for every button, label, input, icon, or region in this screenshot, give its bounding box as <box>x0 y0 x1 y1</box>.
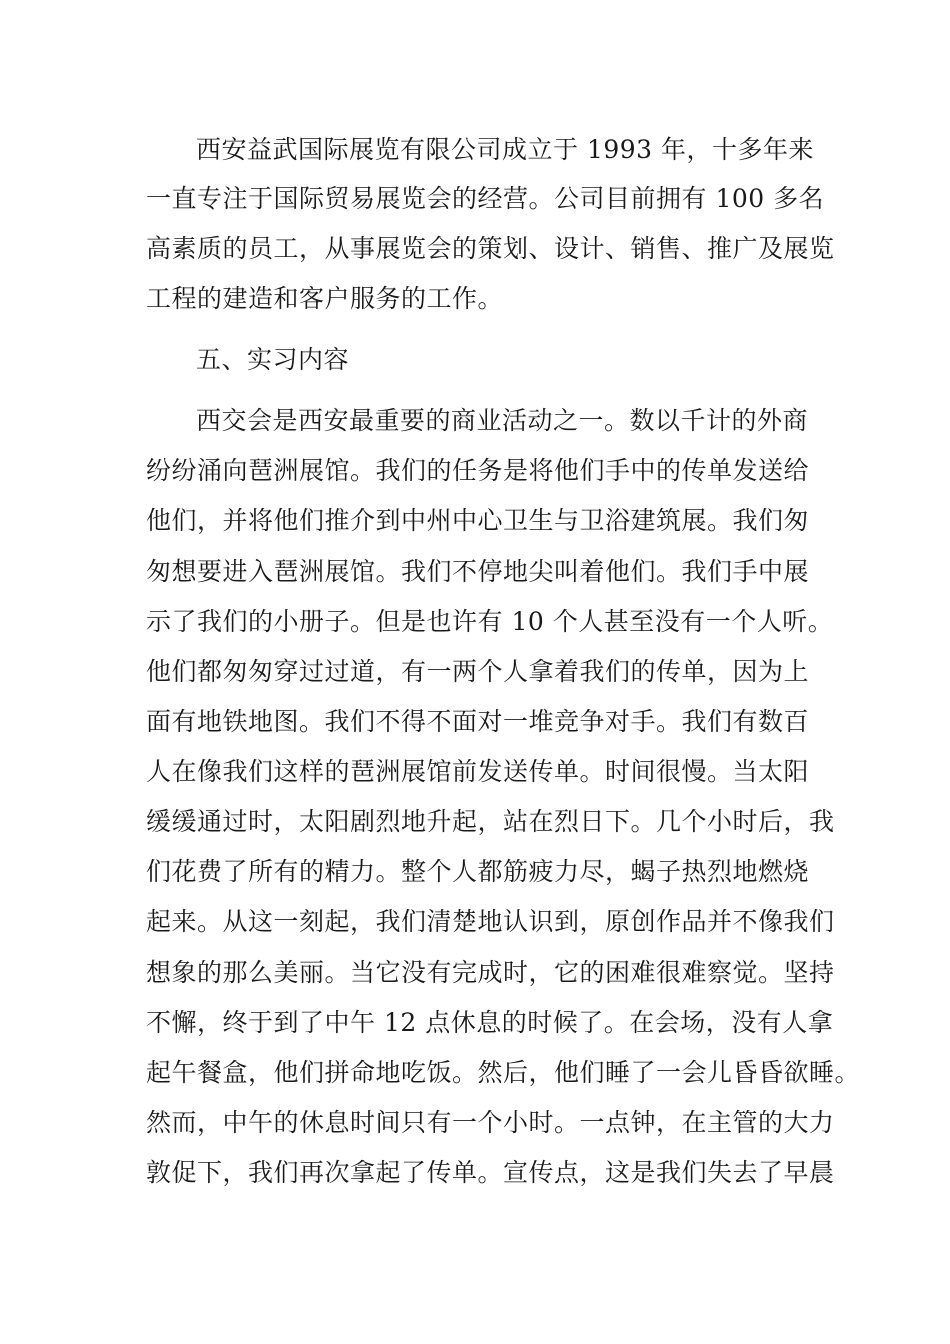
text-line: 缓缓通过时，太阳剧烈地升起，站在烈日下。几个小时后，我 <box>146 807 835 836</box>
text-line: 他们，并将他们推介到中州中心卫生与卫浴建筑展。我们匆 <box>146 506 810 535</box>
text-line: 西交会是西安最重要的商业活动之一。数以千计的外商 <box>196 406 809 435</box>
text-line: 一直专注于国际贸易展览会的经营。公司目前拥有 100 多名 <box>146 184 825 213</box>
text-line: 想象的那么美丽。当它没有完成时，它的困难很难察觉。坚持 <box>146 958 835 987</box>
text-line: 示了我们的小册子。但是也许有 10 个人甚至没有一个人听。 <box>146 607 834 636</box>
text-line: 起午餐盒，他们拼命地吃饭。然后，他们睡了一会儿昏昏欲睡。 <box>146 1058 861 1087</box>
text-line: 们花费了所有的精力。整个人都筋疲力尽，蝎子热烈地燃烧 <box>146 857 810 886</box>
text-line: 人在像我们这样的琶洲展馆前发送传单。时间很慢。当太阳 <box>146 757 810 786</box>
text-line: 纷纷涌向琶洲展馆。我们的任务是将他们手中的传单发送给 <box>146 456 810 485</box>
text-line: 不懈，终于到了中午 12 点休息的时候了。在会场，没有人拿 <box>146 1008 834 1037</box>
text-line: 西安益武国际展览有限公司成立于 1993 年，十多年来 <box>196 135 815 164</box>
section-heading: 五、实习内容 <box>196 345 350 374</box>
text-line: 工程的建造和客户服务的工作。 <box>146 284 504 313</box>
text-line: 然而，中午的休息时间只有一个小时。一点钟，在主管的大力 <box>146 1108 835 1137</box>
text-line: 面有地铁地图。我们不得不面对一堆竞争对手。我们有数百 <box>146 707 810 736</box>
text-line: 他们都匆匆穿过过道，有一两个人拿着我们的传单，因为上 <box>146 657 810 686</box>
text-line: 起来。从这一刻起，我们清楚地认识到，原创作品并不像我们 <box>146 907 835 936</box>
text-line: 匆想要进入琶洲展馆。我们不停地尖叫着他们。我们手中展 <box>146 557 810 586</box>
text-line: 敦促下，我们再次拿起了传单。宣传点，这是我们失去了早晨 <box>146 1158 835 1187</box>
text-line: 高素质的员工，从事展览会的策划、设计、销售、推广及展览 <box>146 234 835 263</box>
